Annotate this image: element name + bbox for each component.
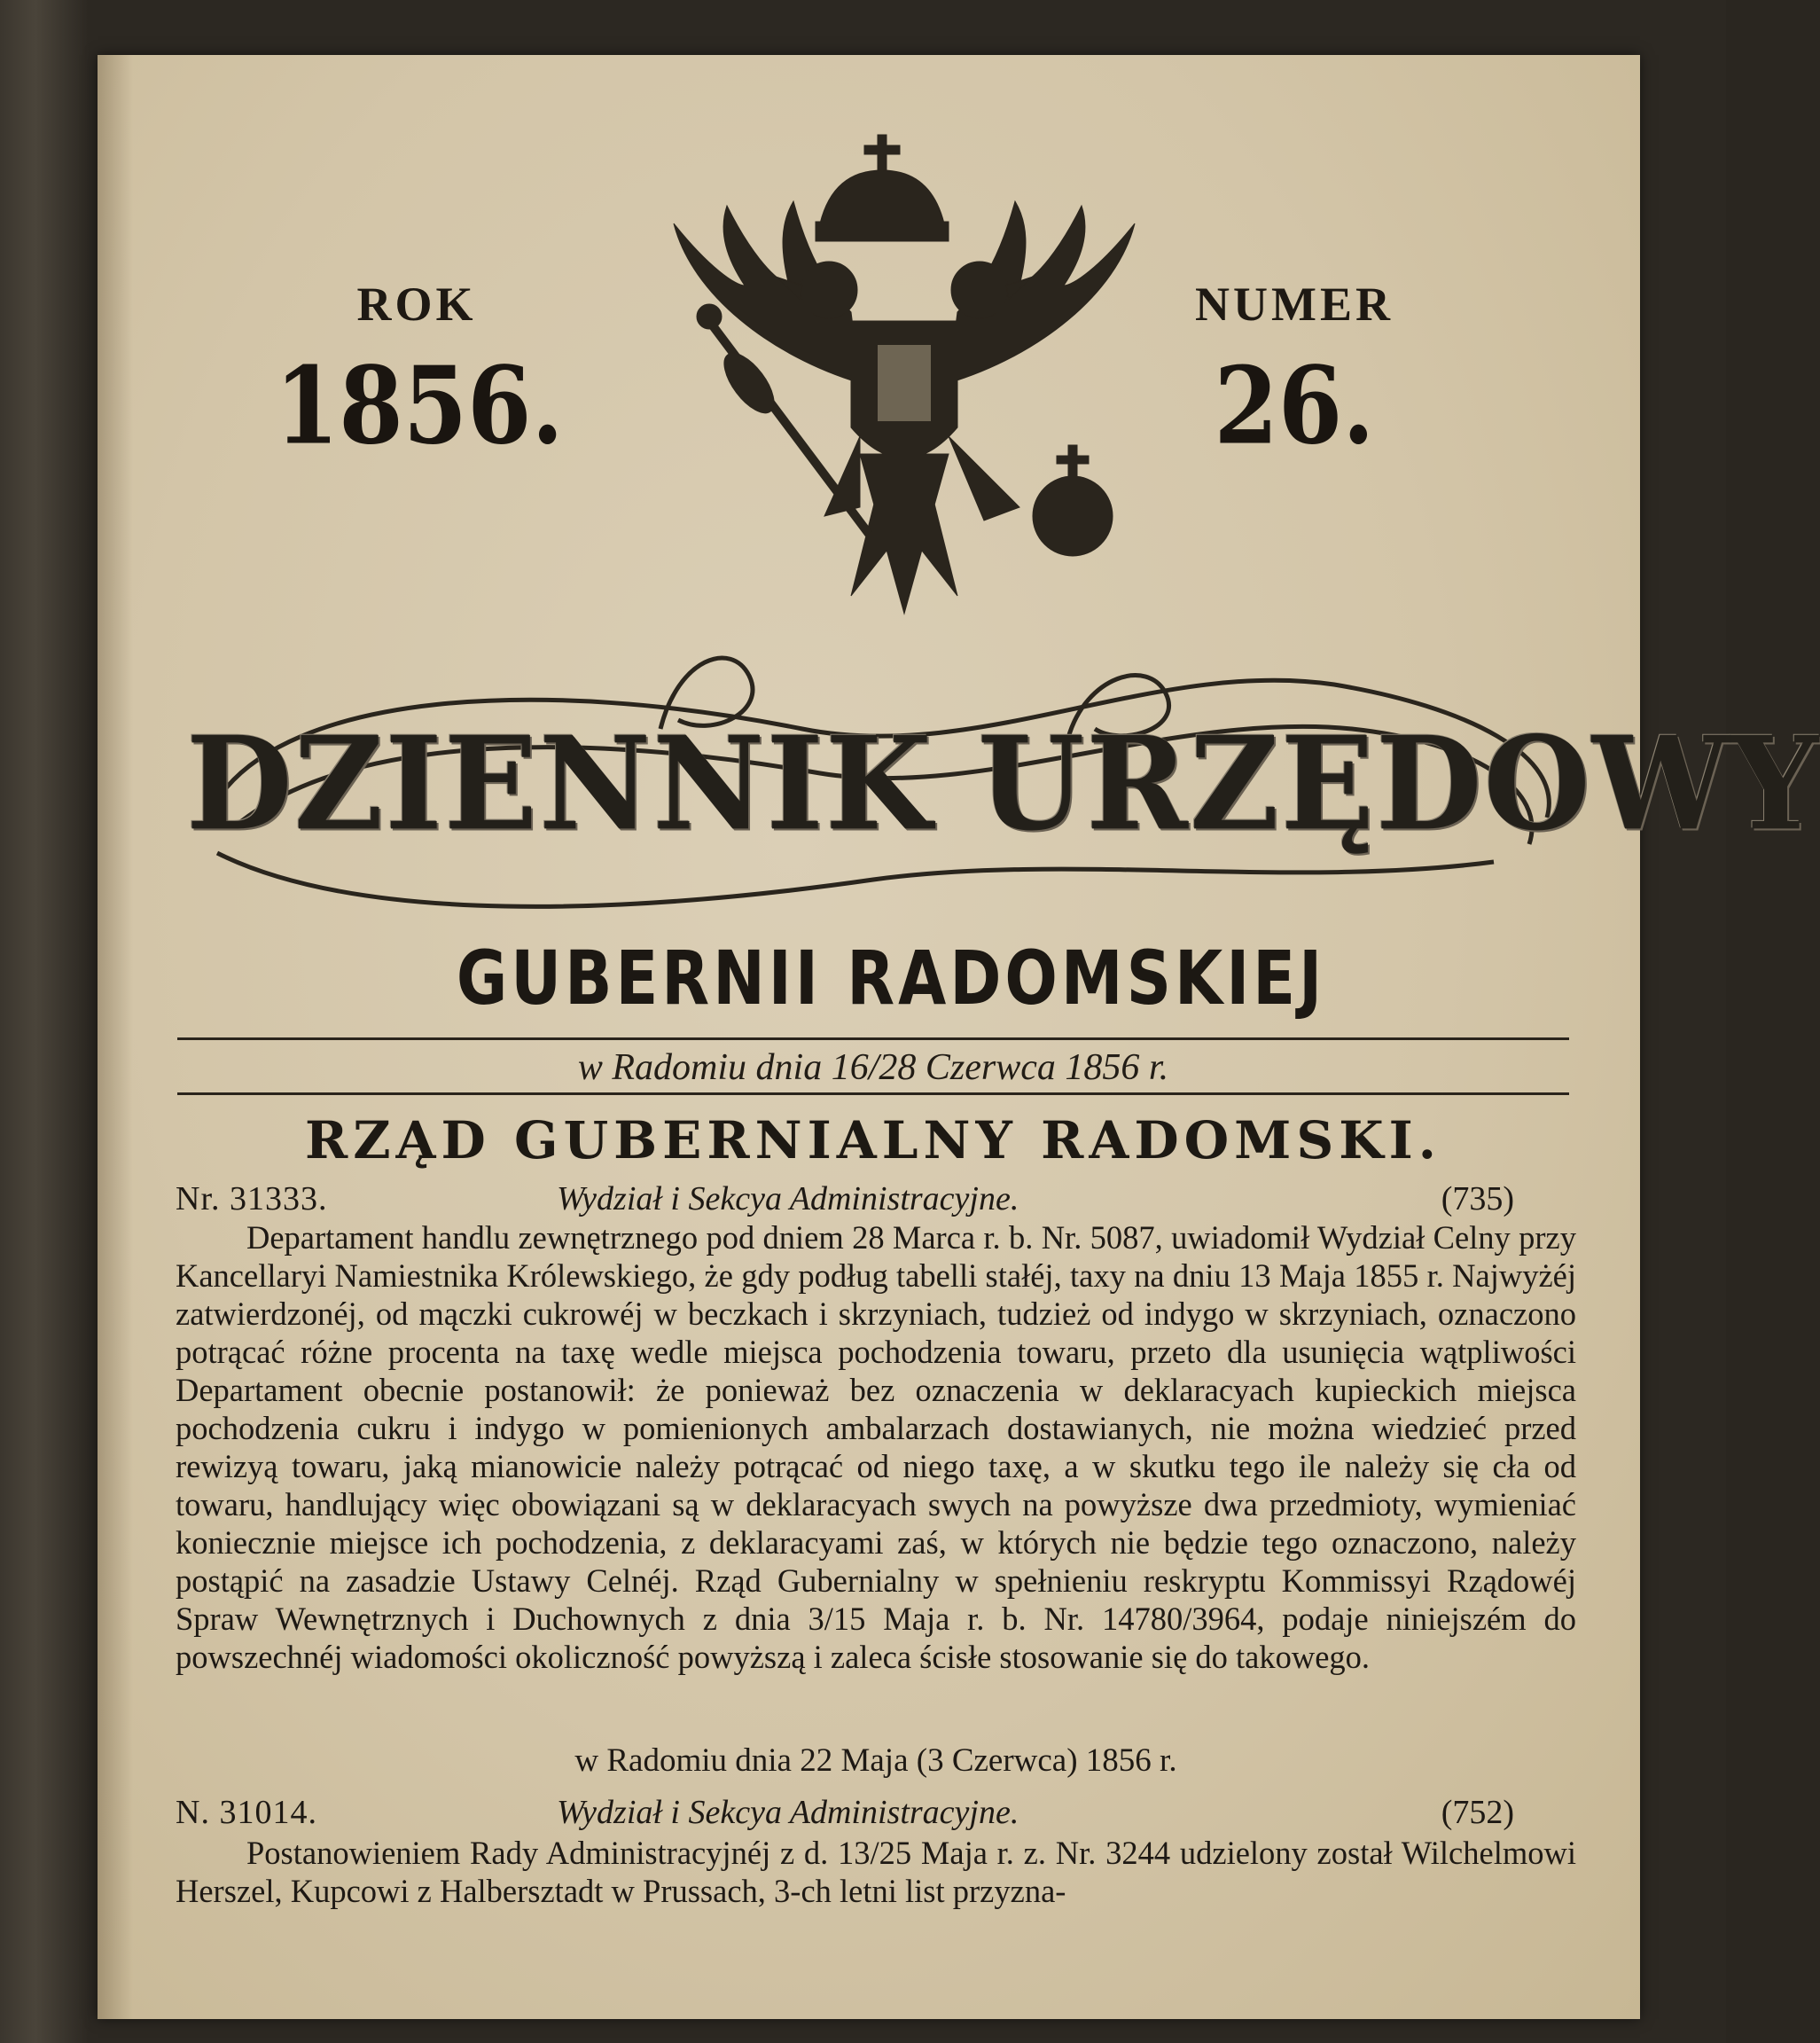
entry-code: (752) (1441, 1794, 1514, 1831)
year-block (275, 277, 564, 469)
binding-shadow (98, 55, 133, 2019)
newspaper-title: DZIENNIK URZĘDOWY (186, 707, 1820, 860)
entry-paragraph: Departament handlu zewnętrznego pod dniem 28 Marca r. b. Nr. 5087, uwiadomił Wydział Celny przy Kancellaryi Namiestnika Królewskiego, że gdy podług tabelli stałéj, taxy na dniu 13 Maja 1855 r. Najwyżéj zatwierdzonéj, od mączki cukrowéj w beczkach i skrzyniach, tudzież od indygo w skrzyniach, oznaczono potrącać różne procenta na taxę wedle miejsca pochodzenia towaru, przeto dla usunięcia wątpliwości Departament obecnie postanowił: że ponieważ bez oznaczenia w deklaracyach kupieckich miejsca pochodzenia cukru i indygo w pomienionych ambalarzach dostawianych, nie można wiedzieć przed rewizyą towaru, jaką mianowicie należy potrącać od niego taxę, a w skutku tego ile należy się cła od towaru, handlujący więc obowiązani są w deklaracyach swych na powyższe dwa przedmioty, wymieniać koniecznie miejsce ich pochodzenia, z deklaracyami zaś, w których nie będzie tego oznaczono, należy postąpić na zasadzie Ustawy Celnéj. Rząd Gubernialny w spełnieniu reskryptu Kommissyi Rządowéj Spraw Wewnętrznych i Duchownych z dnia 3/15 Maja r. b. Nr. 14780/3964, podaje niniejszém do powszechnéj wiadomości okoliczność powyższą i zaleca ścisłe stosowanie się do takowego. (176, 1219, 1576, 1675)
newspaper-subtitle: GUBERNII RADOMSKIEJ (456, 934, 1326, 1022)
entry-body (176, 1834, 1576, 1922)
entry-code: (735) (1441, 1180, 1514, 1217)
number-block (1152, 277, 1436, 469)
entry-body (176, 1218, 1576, 1742)
year-value: 1856. (275, 342, 564, 469)
dateline: w Radomiu dnia 16/28 Czerwca 1856 r. (577, 1047, 1169, 1088)
number-value: 26. (1214, 342, 1375, 469)
newspaper-page (98, 55, 1820, 2019)
year-label: ROK (356, 278, 477, 331)
double-headed-eagle-icon (594, 117, 1215, 667)
entry-number: N. 31014. (176, 1794, 317, 1831)
entry-signature: w Radomiu dnia 22 Maja (3 Czerwca) 1856 r. (574, 1742, 1177, 1779)
top-rule (177, 1037, 1569, 1040)
entry-number: Nr. 31333. (176, 1180, 328, 1217)
section-heading: RZĄD GUBERNIALNY RADOMSKI. (305, 1110, 1441, 1170)
entry-department: Wydział i Sekcya Administracyjne. (557, 1794, 1019, 1831)
bottom-rule (177, 1092, 1569, 1095)
number-label: NUMER (1195, 278, 1394, 331)
entry-paragraph: Postanowieniem Rady Administracyjnéj z d. 13/25 Maja r. z. Nr. 3244 udzielony został Wilchelmowi Herszel, Kupcowi z Halbersztadt w Prussach, 3-ch letni list przyzna- (176, 1835, 1576, 1909)
entry-department: Wydział i Sekcya Administracyjne. (557, 1180, 1019, 1217)
